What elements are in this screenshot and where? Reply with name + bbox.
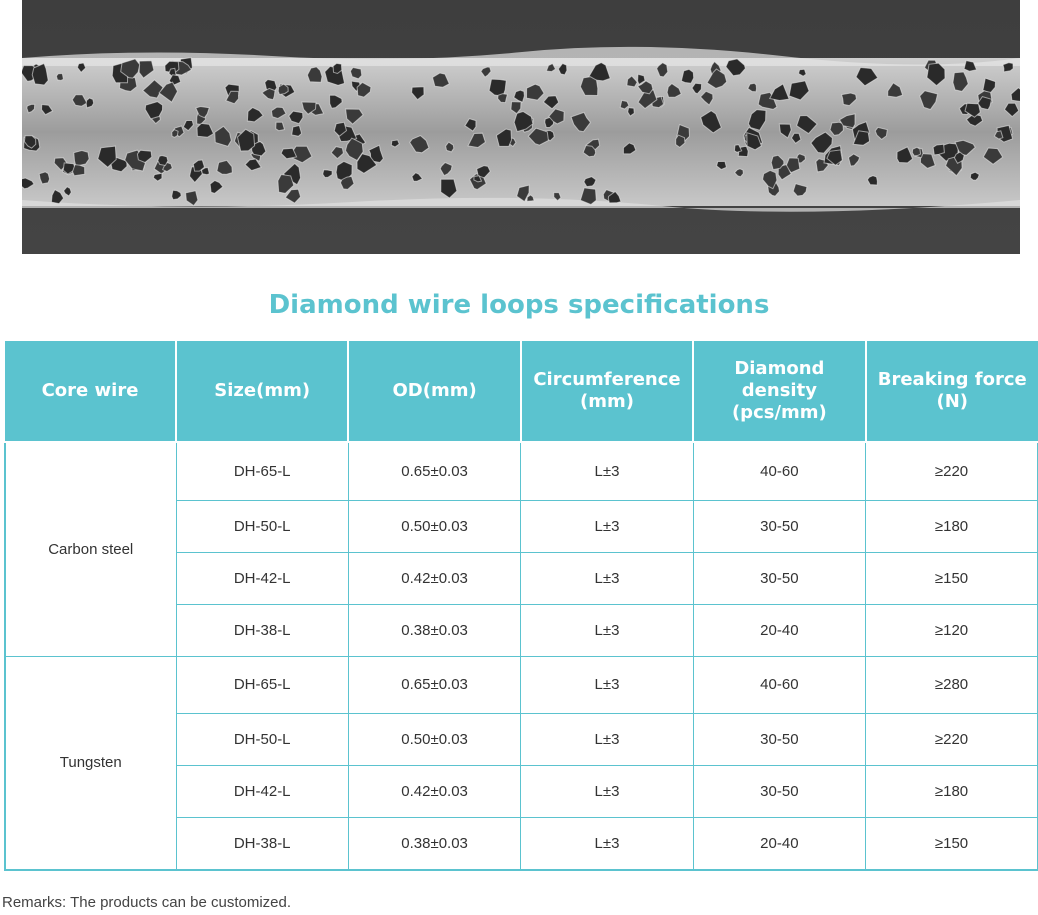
header-size: Size(mm): [176, 341, 348, 442]
core-wire-cell: Tungsten: [5, 656, 176, 870]
group-tungsten: [5, 656, 1038, 870]
circumference-cell: L±3: [521, 714, 693, 766]
header-breaking-force: Breaking force (N): [866, 341, 1038, 442]
header-circumference: Circumference (mm): [521, 341, 693, 442]
od-cell: 0.50±0.03: [348, 500, 520, 552]
circumference-cell: L±3: [521, 656, 693, 714]
force-cell: ≥120: [866, 604, 1038, 656]
diamond-grit: [912, 147, 920, 156]
od-cell: 0.38±0.03: [348, 818, 520, 870]
core-wire-cell: Carbon steel: [5, 442, 176, 656]
force-cell: ≥220: [866, 442, 1038, 500]
size-cell: DH-50-L: [176, 500, 348, 552]
diamond-grit: [56, 74, 63, 81]
circumference-cell: L±3: [521, 818, 693, 870]
density-cell: 30-50: [693, 766, 865, 818]
circumference-cell: L±3: [521, 500, 693, 552]
density-cell: 40-60: [693, 656, 865, 714]
diamond-grit: [172, 130, 178, 138]
density-cell: 40-60: [693, 442, 865, 500]
group-carbon-steel: [5, 442, 1038, 656]
force-cell: ≥220: [866, 714, 1038, 766]
table-row: [5, 656, 1038, 714]
density-cell: 30-50: [693, 714, 865, 766]
table-header-row: [5, 341, 1038, 442]
od-cell: 0.65±0.03: [348, 656, 520, 714]
spec-table: [4, 341, 1038, 871]
size-cell: DH-50-L: [176, 714, 348, 766]
density-cell: 30-50: [693, 500, 865, 552]
diamond-grit: [73, 165, 85, 176]
circumference-cell: L±3: [521, 442, 693, 500]
header-core-wire: Core wire: [5, 341, 176, 442]
header-diamond-density: Diamond density (pcs/mm): [693, 341, 865, 442]
header-od: OD(mm): [348, 341, 520, 442]
size-cell: DH-65-L: [176, 442, 348, 500]
density-cell: 30-50: [693, 552, 865, 604]
size-cell: DH-38-L: [176, 818, 348, 870]
size-cell: DH-38-L: [176, 604, 348, 656]
force-cell: ≥280: [866, 656, 1038, 714]
circumference-cell: L±3: [521, 552, 693, 604]
od-cell: 0.42±0.03: [348, 552, 520, 604]
density-cell: 20-40: [693, 818, 865, 870]
circumference-cell: L±3: [521, 604, 693, 656]
size-cell: DH-42-L: [176, 766, 348, 818]
remarks-text: Remarks: The products can be customized.: [2, 894, 292, 911]
size-cell: DH-42-L: [176, 552, 348, 604]
diamond-grit: [933, 144, 944, 155]
diamond-grit: [276, 122, 285, 131]
force-cell: ≥180: [866, 500, 1038, 552]
table-row: [5, 442, 1038, 500]
sem-diamond-wire-image: [22, 0, 1020, 254]
diamond-grit: [292, 126, 302, 137]
density-cell: 20-40: [693, 604, 865, 656]
size-cell: DH-65-L: [176, 656, 348, 714]
od-cell: 0.65±0.03: [348, 442, 520, 500]
circumference-cell: L±3: [521, 766, 693, 818]
diamond-grit: [681, 69, 693, 83]
od-cell: 0.42±0.03: [348, 766, 520, 818]
diamond-grit: [158, 156, 168, 166]
diamond-wire-icon: [22, 0, 1020, 254]
page-title: Diamond wire loops specifications: [268, 290, 770, 320]
force-cell: ≥150: [866, 552, 1038, 604]
force-cell: ≥150: [866, 818, 1038, 870]
od-cell: 0.38±0.03: [348, 604, 520, 656]
od-cell: 0.50±0.03: [348, 714, 520, 766]
force-cell: ≥180: [866, 766, 1038, 818]
